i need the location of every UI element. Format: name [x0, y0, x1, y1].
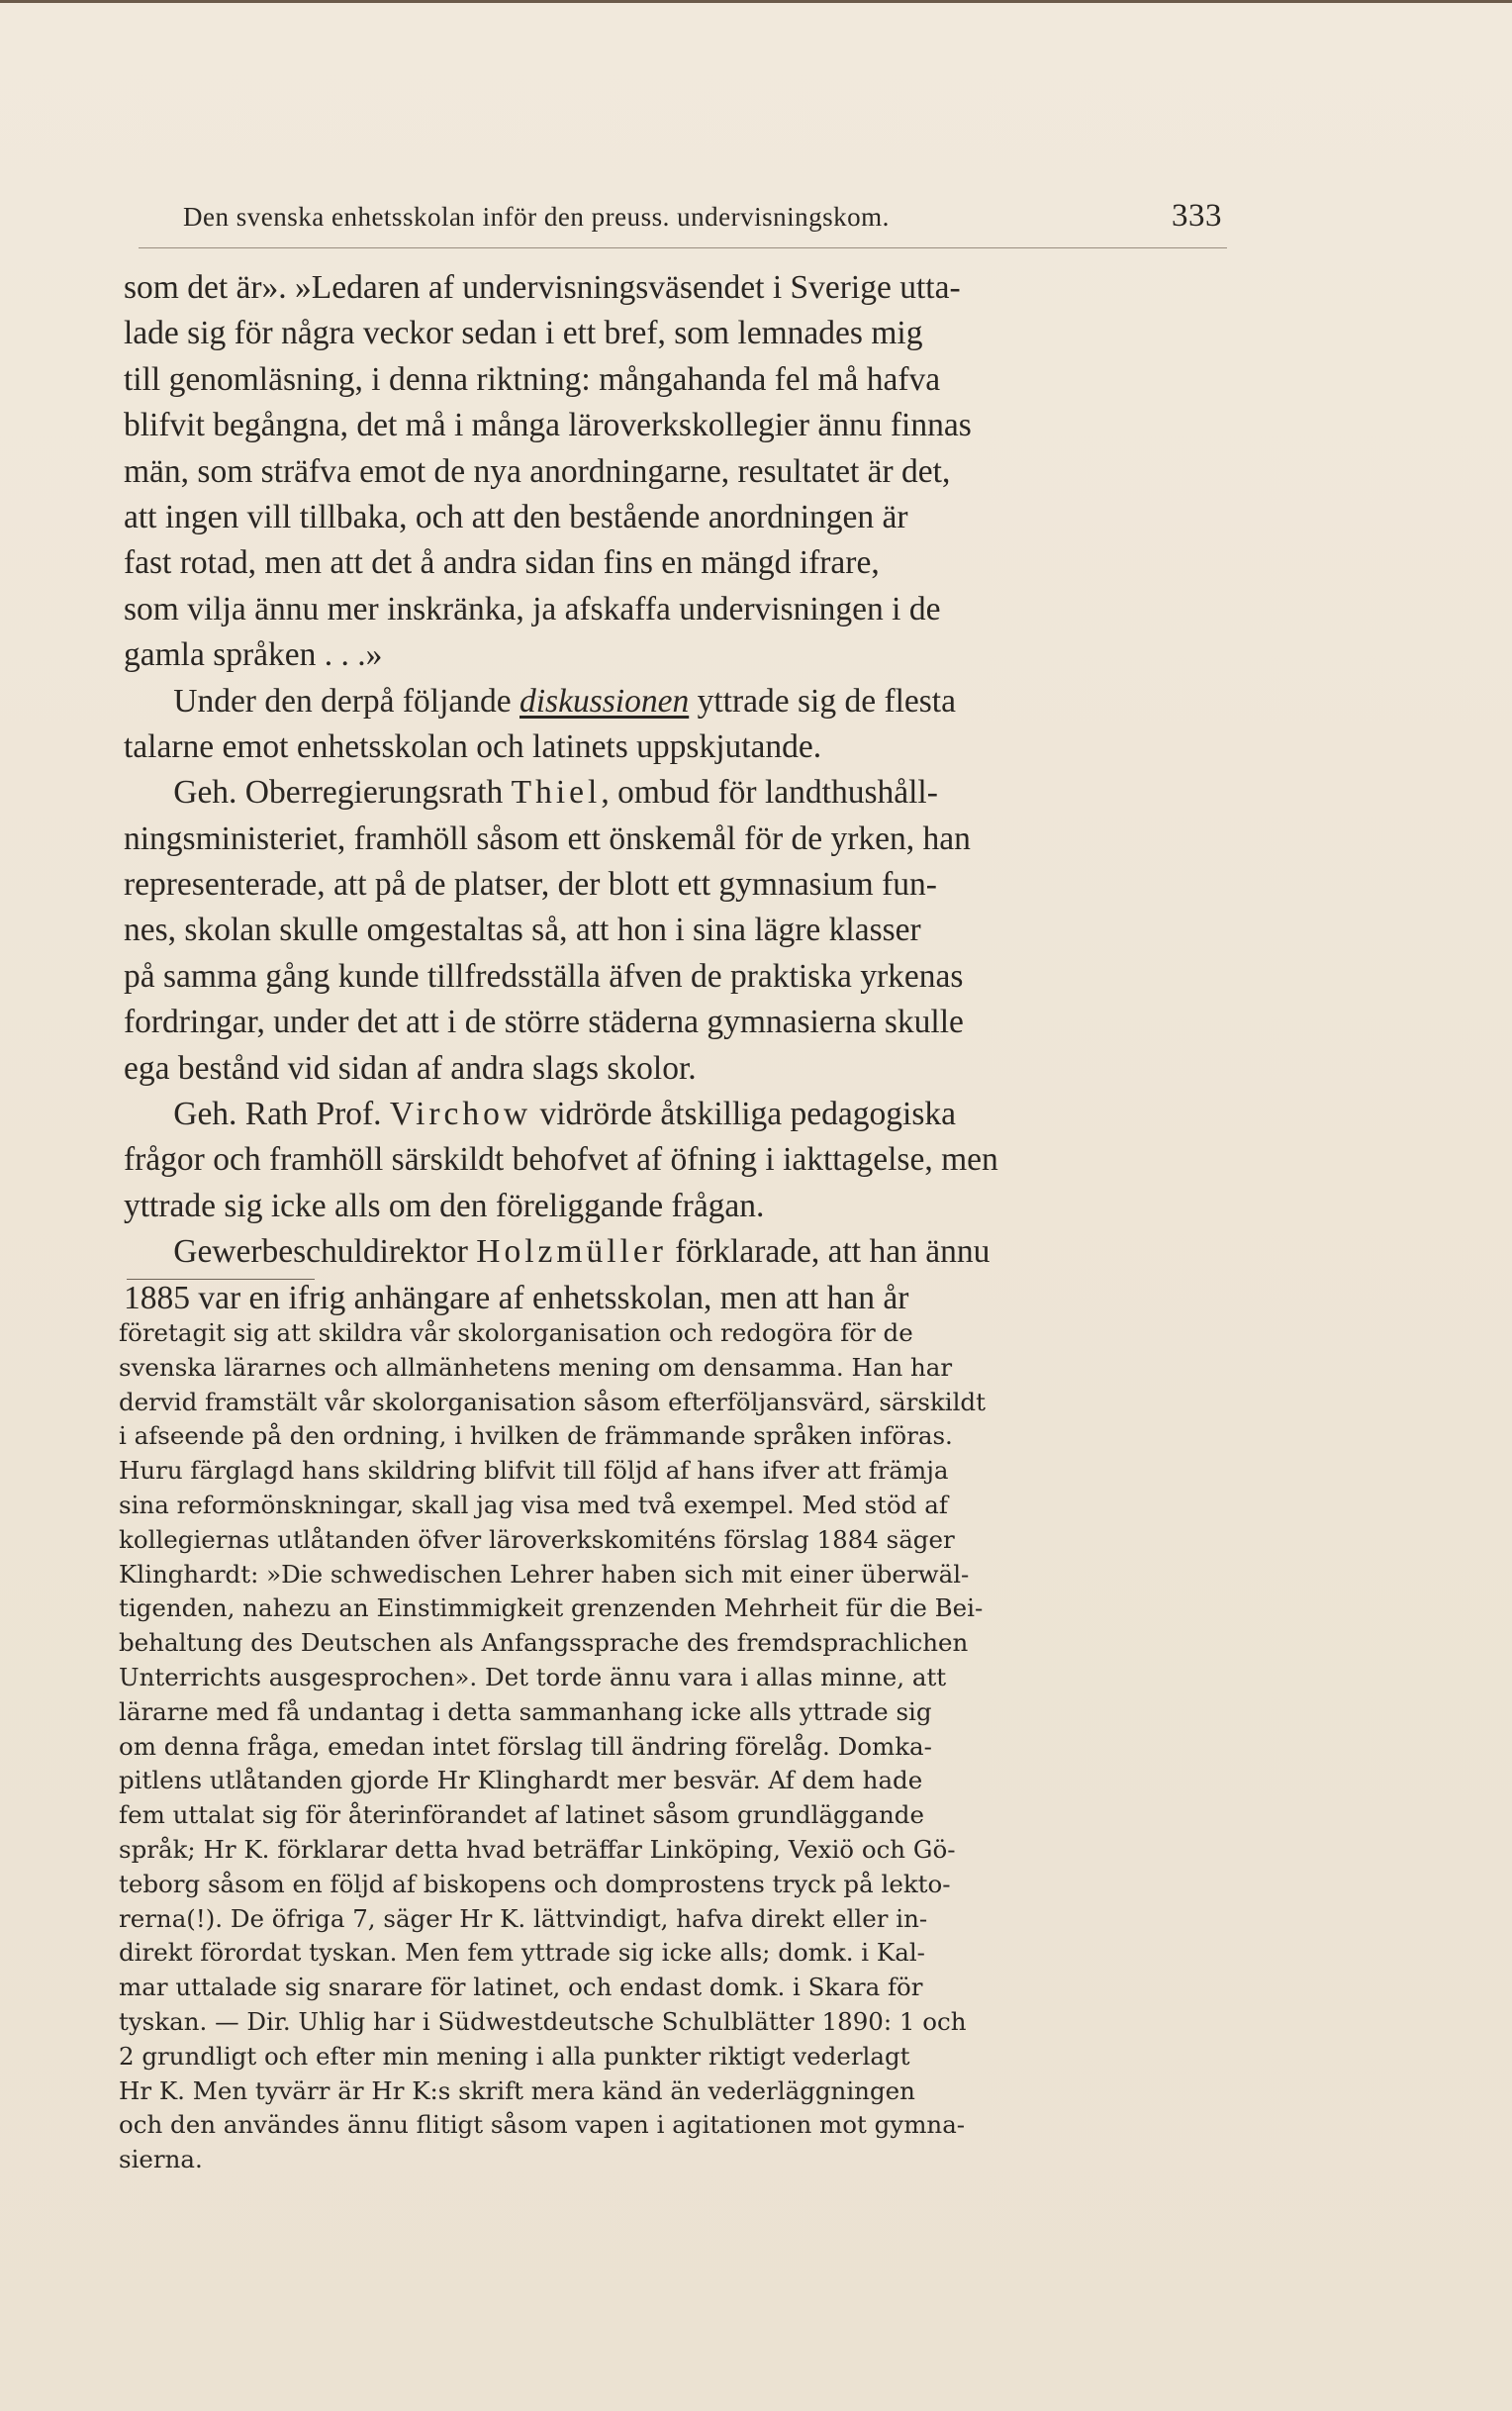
text-line: [124, 862, 1247, 908]
text-segment: fast rotad, men att det å andra sidan fins en mängd ifrare,: [124, 544, 880, 582]
text-segment: yttrade sig de flesta: [689, 682, 956, 720]
footnote-line: tigenden, nahezu an Einstimmigkeit grenzenden Mehrheit für die Bei-: [119, 1593, 984, 1623]
text-line: [124, 679, 1247, 724]
main-text: [124, 265, 1247, 1321]
text-segment: vidrörde åtskilliga pedagogiska: [531, 1096, 957, 1133]
page-number: 333: [1172, 198, 1222, 234]
text-segment: representerade, att på de platser, der blott ett gymnasium fun-: [124, 866, 937, 904]
text-line: [124, 770, 1247, 816]
text-segment: , ombud för landthushåll-: [601, 774, 938, 812]
footnote-line: och den användes ännu flitigt såsom vapen i agitationen mot gymna-: [119, 2110, 966, 2140]
text-segment: nes, skolan skulle omgestaltas så, att hon i sina lägre klasser: [124, 912, 921, 949]
running-title: Den svenska enhetsskolan inför den preuss. undervisningskom.: [183, 202, 890, 232]
footnote: [119, 1316, 1247, 2177]
emphasized-word: Thiel: [511, 774, 602, 812]
text-segment: ningsministeriet, framhöll såsom ett önskemål för de yrken, han: [124, 820, 971, 857]
running-header: [183, 198, 1222, 238]
footnote-rule: [127, 1279, 315, 1280]
text-line: [124, 495, 1247, 540]
text-segment: som det är». »Ledaren af undervisningsväsendet i Sverige utta-: [124, 269, 961, 306]
text-line: [124, 1046, 1247, 1092]
footnote-line: rerna(!). De öfriga 7, säger Hr K. lättvindigt, hafva direkt eller in-: [119, 1903, 928, 1933]
text-segment: ega bestånd vid sidan af andra slags skolor.: [124, 1049, 697, 1087]
footnote-line: i afseende på den ordning, i hvilken de främmande språken införas.: [119, 1421, 953, 1451]
footnote-line: sierna.: [119, 2145, 203, 2174]
text-segment: som vilja ännu mer inskränka, ja afskaffa undervisningen i de: [124, 590, 941, 627]
text-line: [124, 449, 1247, 495]
header-rule: [139, 247, 1227, 248]
text-line: [124, 403, 1247, 448]
emphasized-word: Holzmüller: [476, 1233, 667, 1271]
text-segment: yttrade sig icke alls om den föreliggande frågan.: [124, 1187, 765, 1224]
text-line: [124, 817, 1247, 862]
emphasized-word: diskussionen: [520, 682, 690, 720]
emphasized-word: Virchow: [389, 1096, 532, 1133]
text-segment: på samma gång kunde tillfredsställa äfven de praktiska yrkenas: [124, 957, 964, 995]
footnote-line: sina reformönskningar, skall jag visa med två exempel. Med stöd af: [119, 1490, 948, 1519]
text-line: [124, 311, 1247, 356]
text-segment: Geh. Oberregierungsrath: [124, 774, 512, 812]
text-line: [124, 265, 1247, 311]
text-segment: fordringar, under det att i de större städerna gymnasierna skulle: [124, 1004, 964, 1041]
text-line: [124, 632, 1247, 678]
text-segment: gamla språken . . .»: [124, 636, 383, 674]
text-line: [124, 1229, 1247, 1275]
page-top-edge: [0, 0, 1512, 3]
text-line: [124, 1000, 1247, 1045]
footnote-line: direkt förordat tyskan. Men fem yttrade sig icke alls; domk. i Kal-: [119, 1938, 925, 1968]
text-line: [124, 954, 1247, 1000]
footnote-line: 2 grundligt och efter min mening i alla punkter riktigt vederlagt: [119, 2041, 910, 2071]
footnote-line: kollegiernas utlåtanden öfver läroverkskomiténs förslag 1884 säger: [119, 1524, 955, 1554]
text-segment: 1885 var en ifrig anhängare af enhetsskolan, men att han år: [124, 1279, 909, 1316]
footnote-line: företagit sig att skildra vår skolorganisation och redogöra för de: [119, 1318, 913, 1347]
text-segment: förklarade, att han ännu: [666, 1233, 991, 1271]
footnote-line: språk; Hr K. förklarar detta hvad beträffar Linköping, Vexiö och Gö-: [119, 1834, 956, 1864]
footnote-line: om denna fråga, emedan intet förslag till ändring förelåg. Domka-: [119, 1731, 932, 1761]
footnote-line: mar uttalade sig snarare för latinet, och endast domk. i Skara för: [119, 1973, 923, 2002]
footnote-line: Klinghardt: »Die schwedischen Lehrer haben sich mit einer überwäl-: [119, 1559, 970, 1589]
text-line: [124, 1276, 1247, 1321]
footnote-line: Unterrichts ausgesprochen». Det torde ännu vara i allas minne, att: [119, 1662, 947, 1691]
text-segment: att ingen vill tillbaka, och att den bestående anordningen är: [124, 498, 908, 535]
footnote-line: Huru färglagd hans skildring blifvit till följd af hans ifver att främja: [119, 1456, 949, 1486]
footnote-line: svenska lärarnes och allmänhetens mening om densamma. Han har: [119, 1352, 953, 1382]
footnote-line: behaltung des Deutschen als Anfangssprache des fremdsprachlichen: [119, 1628, 969, 1658]
footnote-line: fem uttalat sig för återinförandet af latinet såsom grundläggande: [119, 1800, 924, 1830]
text-line: [124, 587, 1247, 632]
text-segment: Under den derpå följande: [124, 682, 520, 720]
footnote-line: tyskan. — Dir. Uhlig har i Südwestdeutsche Schulblätter 1890: 1 och: [119, 2006, 967, 2036]
text-line: [124, 908, 1247, 953]
text-line: [124, 1092, 1247, 1137]
text-line: [124, 1137, 1247, 1183]
text-segment: talarne emot enhetsskolan och latinets uppskjutande.: [124, 727, 822, 765]
text-line: [124, 540, 1247, 586]
footnote-line: Hr K. Men tyvärr är Hr K:s skrift mera känd än vederläggningen: [119, 2075, 915, 2105]
text-segment: män, som sträfva emot de nya anordningarne, resultatet är det,: [124, 452, 951, 490]
footnote-line: pitlens utlåtanden gjorde Hr Klinghardt mer besvär. Af dem hade: [119, 1766, 923, 1795]
text-line: [124, 357, 1247, 403]
text-segment: Geh. Rath Prof.: [124, 1096, 390, 1133]
text-segment: Gewerbeschuldirektor: [124, 1233, 477, 1271]
text-line: [124, 1184, 1247, 1229]
text-segment: lade sig för några veckor sedan i ett bref, som lemnades mig: [124, 315, 923, 352]
footnote-line: teborg såsom en följd af biskopens och domprostens tryck på lekto-: [119, 1869, 951, 1898]
footnote-line: dervid framstält vår skolorganisation såsom efterföljansvärd, särskildt: [119, 1387, 986, 1416]
text-segment: frågor och framhöll särskildt behofvet af öfning i iakttagelse, men: [124, 1141, 998, 1179]
text-line: [124, 724, 1247, 770]
footnote-line: lärarne med få undantag i detta sammanhang icke alls yttrade sig: [119, 1696, 932, 1726]
text-segment: blifvit begångna, det må i många läroverkskollegier ännu finnas: [124, 407, 972, 444]
text-segment: till genomläsning, i denna riktning: mångahanda fel må hafva: [124, 360, 941, 398]
